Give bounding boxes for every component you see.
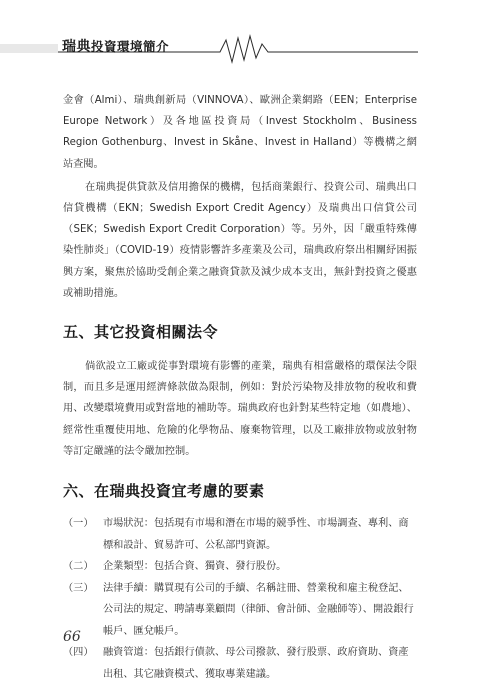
section-heading: 五、其它投資相關法令 [63,323,219,342]
paragraph: 倘欲設立工廠或從事對環境有影響的產業，瑞典有相當嚴格的環保法令限制，而且多是運用經濟條款做為限制，例如：對於污染物及排放物的稅收和費用、改變環境費用或對當地的補助等。瑞典政府也針對某些特定地（如農地）、經常性重覆使用地、危險的化學物品、廢棄物管理，以及工廠排放物或放射物等訂定嚴謹的法令嚴加控制。 [63,361,417,457]
paragraph: 金會（Almi）、瑞典創新局（VINNOVA）、歐洲企業網路（EEN；Enterprise Europe Network）及各地區投資局（Invest Stockholm、Business Region Gothenburg、Invest in Skåne、Invest in Halland）等機構之網站查閱。 [63,95,417,170]
list-text: 融資管道：包括銀行債款、母公司撥款、發行股票、政府資助、資產出租、其它融資模式、獲取專業建議。 [103,647,409,680]
page-number: 66 [63,629,81,645]
heartbeat-line-icon [212,36,276,62]
header-ornament [0,0,480,70]
list-number: （二） [63,561,94,573]
header-title [62,36,169,56]
list-number: （一） [63,518,94,530]
header-title-big: 瑞典 [62,39,91,55]
list-item [63,556,417,578]
list-number: （三） [63,582,94,594]
list-number: （四） [63,647,94,659]
list-item [63,513,417,556]
list-text: 市場狀況：包括現有市場和潛在市場的競爭性、市場調查、專利、商標和設計、貿易許可、公私部門資源。 [103,518,409,551]
list-text: 法律手續：購買現有公司的手續、名稱註冊、營業稅和雇主稅登記、公司法的規定、聘請專業顧問（律師、會計師、金融師等）、開設銀行帳戶、匯兌帳戶。 [103,582,414,637]
page-content [63,90,417,685]
header-title-rest: 投資環境簡介 [91,39,170,54]
considerations-list [63,513,417,685]
section-heading: 六、在瑞典投資宜考慮的要素 [63,482,265,501]
paragraph: 在瑞典提供貸款及信用擔保的機構，包括商業銀行、投資公司、瑞典出口信貸機構（EKN；Swedish Export Credit Agency）及瑞典出口信貸公司（SEK；Swedish Export Credit Corporation）等。另外，因「嚴重特殊傳染性肺炎」（COVID-19）疫情影響許多產業及公司，瑞典政府祭出相關紓困振興方案，聚焦於協助受創企業之融資貸款及減少成本支出，無針對投資之優惠或補助措施。 [63,181,417,299]
running-header [0,0,480,70]
list-text: 企業類型：包括合資、獨資、發行股份。 [103,561,287,573]
list-item [63,578,417,643]
